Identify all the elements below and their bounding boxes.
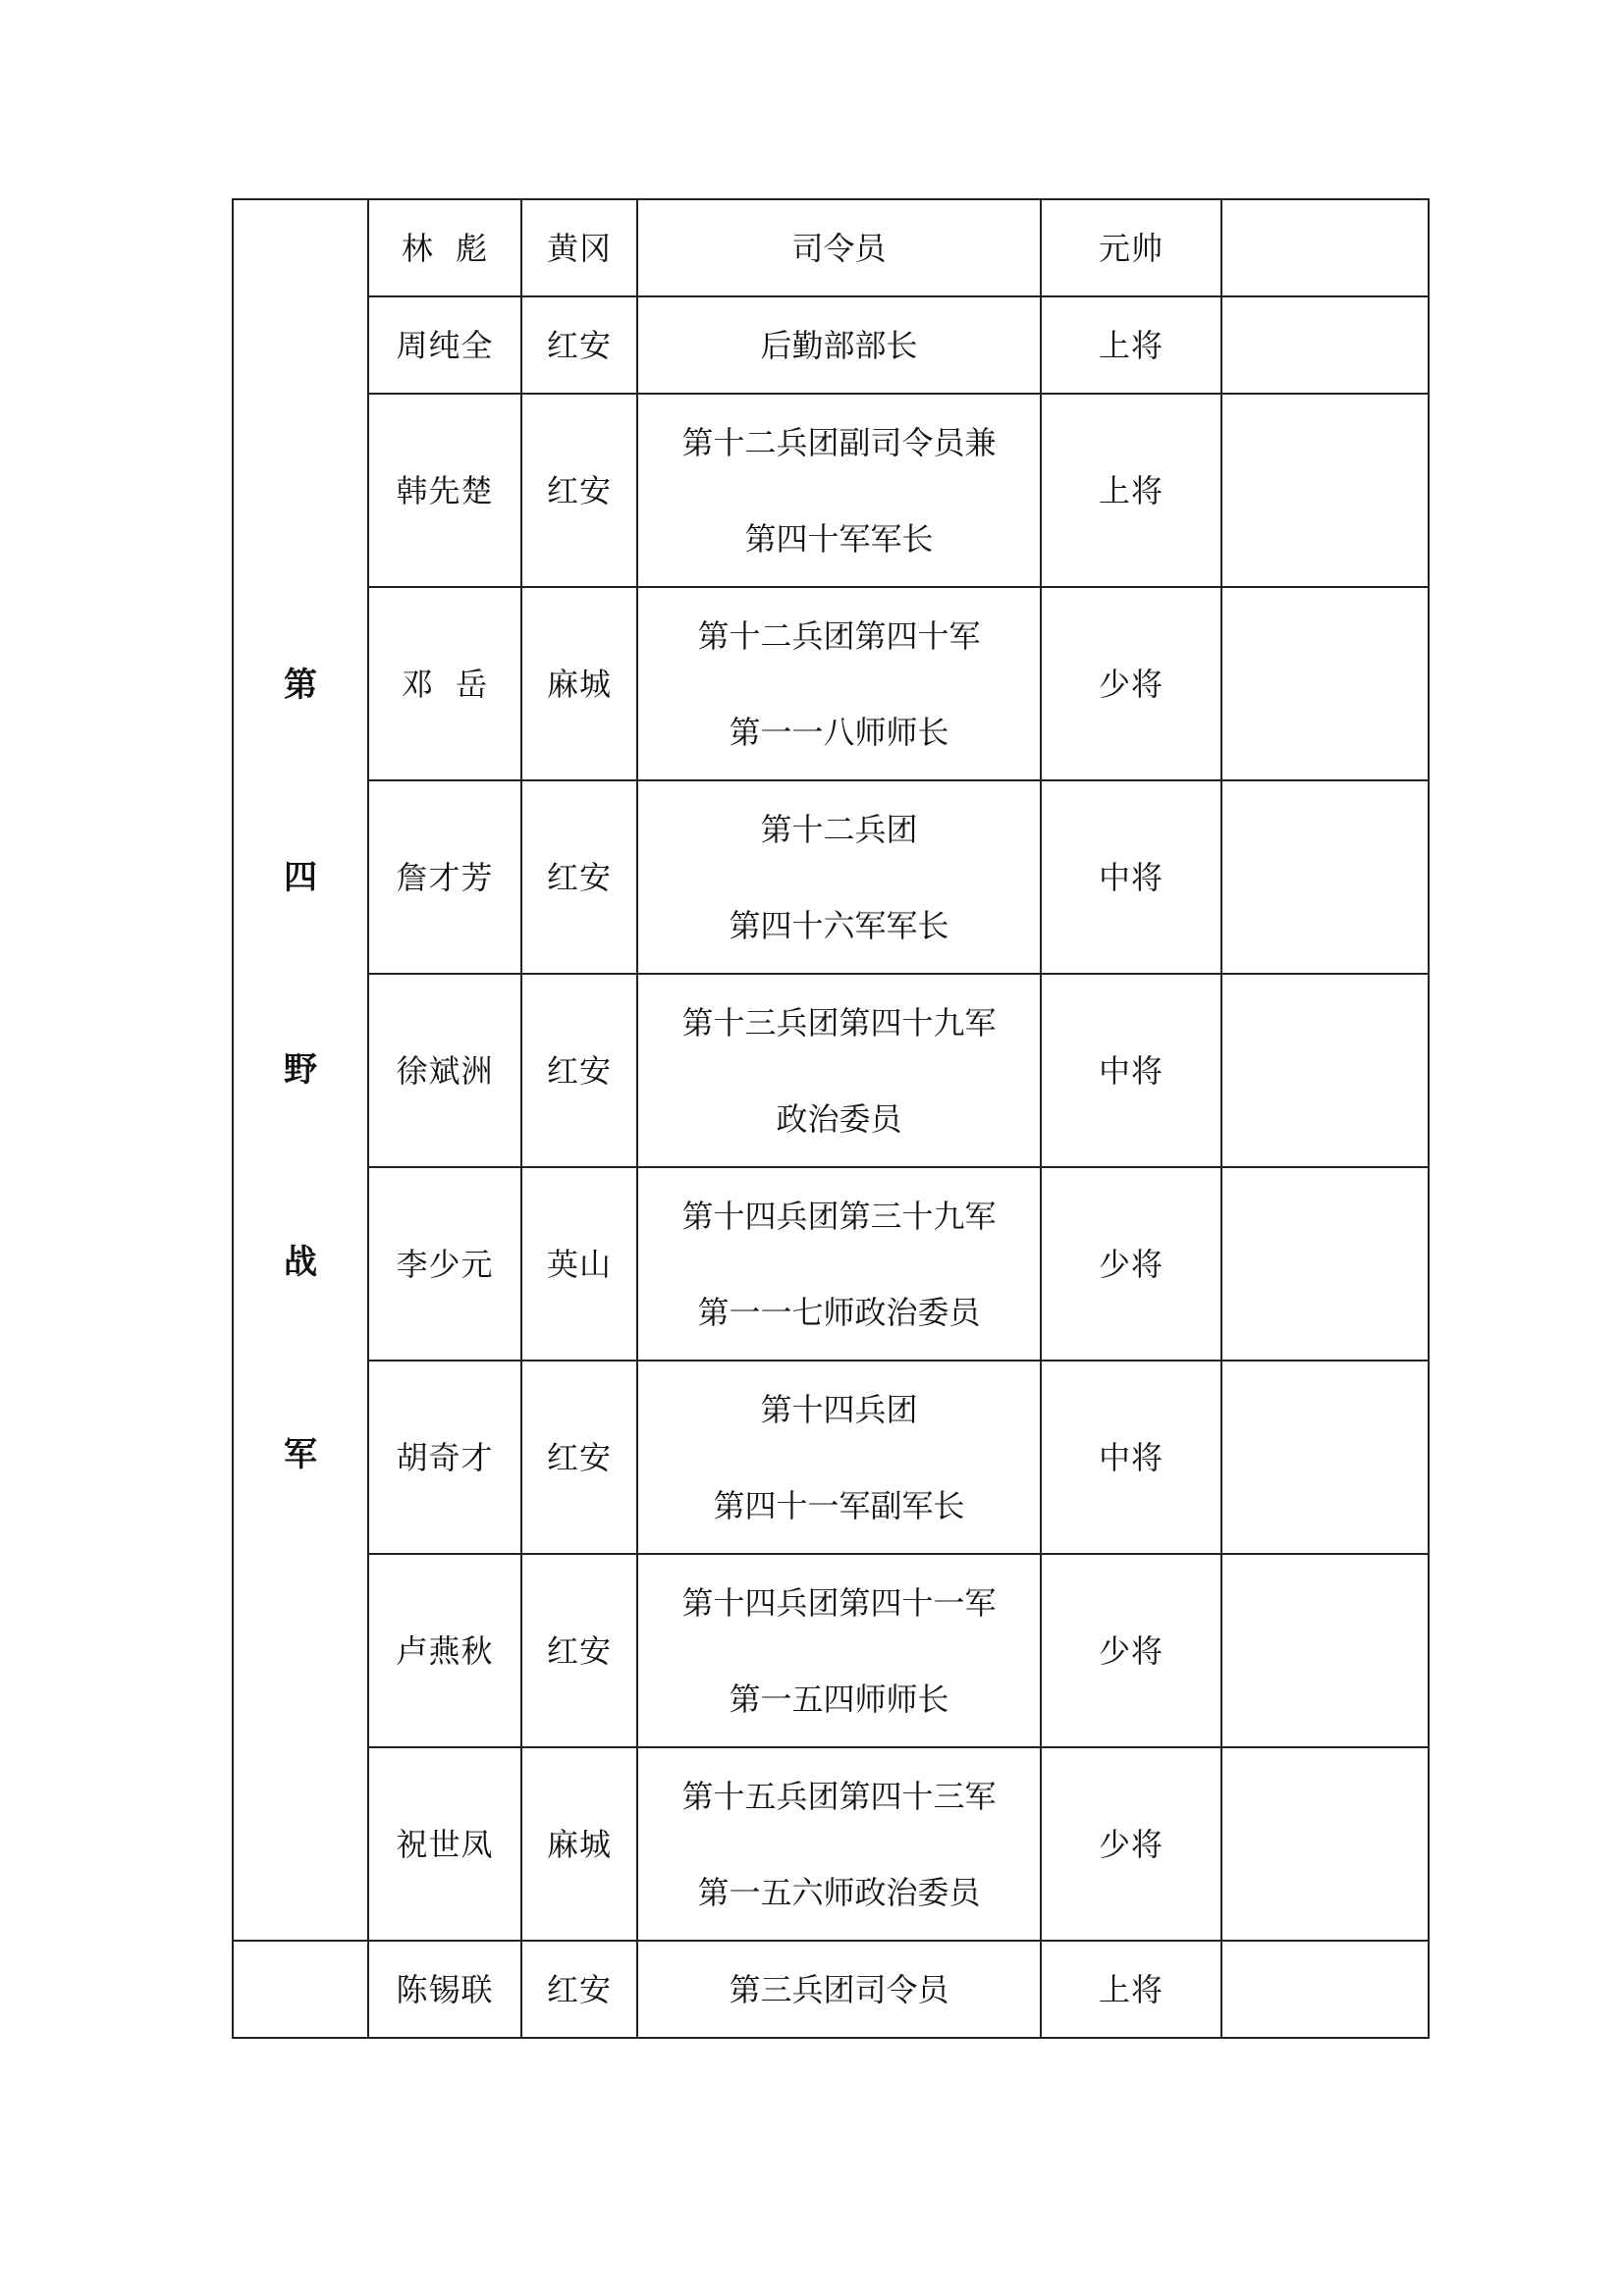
post-line: 第十三兵团第四十九军 — [681, 1003, 997, 1041]
note-cell — [1221, 1167, 1429, 1361]
birthplace-cell: 红安 — [521, 974, 637, 1167]
post-cell — [637, 1361, 1041, 1554]
note-cell — [1221, 199, 1429, 296]
rank-cell: 上将 — [1041, 1941, 1221, 2038]
post-cell — [637, 587, 1041, 780]
post-line: 第一一八师师长 — [729, 713, 949, 751]
rank-cell: 中将 — [1041, 974, 1221, 1167]
post-line: 第一一七师政治委员 — [697, 1293, 981, 1331]
post-line: 司令员 — [791, 229, 887, 267]
note-cell — [1221, 1554, 1429, 1747]
note-cell — [1221, 974, 1429, 1167]
table-row — [233, 780, 1429, 974]
name-cell: 李少元 — [368, 1167, 521, 1361]
rank-cell: 少将 — [1041, 1167, 1221, 1361]
name-cell: 陈锡联 — [368, 1941, 521, 2038]
birthplace-cell: 红安 — [521, 1941, 637, 2038]
post-cell — [637, 296, 1041, 394]
post-cell — [637, 199, 1041, 296]
birthplace-cell: 红安 — [521, 296, 637, 394]
army-group-cell — [233, 199, 368, 1941]
table-row — [233, 1554, 1429, 1747]
table-row — [233, 394, 1429, 587]
post-cell — [637, 1167, 1041, 1361]
name-cell: 林 彪 — [368, 199, 521, 296]
roster-table — [232, 198, 1430, 2039]
note-cell — [1221, 1747, 1429, 1941]
table-row — [233, 199, 1429, 296]
rank-cell: 少将 — [1041, 1747, 1221, 1941]
name-cell: 詹才芳 — [368, 780, 521, 974]
note-cell — [1221, 587, 1429, 780]
post-line: 第十四兵团第四十一军 — [681, 1583, 997, 1622]
rank-cell: 上将 — [1041, 394, 1221, 587]
table-row — [233, 1747, 1429, 1941]
post-line: 第十四兵团第三十九军 — [681, 1197, 997, 1235]
post-line: 第十五兵团第四十三军 — [681, 1777, 997, 1815]
name-cell: 周纯全 — [368, 296, 521, 394]
army-group-char: 战 — [284, 1243, 317, 1282]
note-cell — [1221, 780, 1429, 974]
post-line: 第一五四师师长 — [729, 1680, 949, 1718]
table-row — [233, 1941, 1429, 2038]
rank-cell: 少将 — [1041, 1554, 1221, 1747]
post-line: 第一五六师政治委员 — [697, 1873, 981, 1911]
birthplace-cell: 红安 — [521, 394, 637, 587]
rank-cell: 上将 — [1041, 296, 1221, 394]
army-group-char: 军 — [284, 1435, 317, 1474]
name-cell: 韩先楚 — [368, 394, 521, 587]
rank-cell: 少将 — [1041, 587, 1221, 780]
post-line: 第十四兵团 — [760, 1390, 918, 1428]
birthplace-cell: 麻城 — [521, 587, 637, 780]
army-group-char: 第 — [284, 666, 317, 705]
table-row — [233, 1167, 1429, 1361]
table-row — [233, 1361, 1429, 1554]
birthplace-cell: 英山 — [521, 1167, 637, 1361]
birthplace-cell: 红安 — [521, 1554, 637, 1747]
birthplace-cell: 麻城 — [521, 1747, 637, 1941]
post-cell — [637, 1747, 1041, 1941]
post-line: 第三兵团司令员 — [729, 1970, 949, 2008]
post-cell — [637, 974, 1041, 1167]
army-group-cell — [233, 1941, 368, 2038]
rank-cell: 中将 — [1041, 1361, 1221, 1554]
post-line: 后勤部部长 — [760, 326, 918, 364]
post-line: 第四十一军副军长 — [713, 1486, 965, 1524]
post-cell — [637, 394, 1041, 587]
note-cell — [1221, 1941, 1429, 2038]
rank-cell: 中将 — [1041, 780, 1221, 974]
post-cell — [637, 780, 1041, 974]
note-cell — [1221, 1361, 1429, 1554]
post-line: 第四十军军长 — [744, 519, 934, 558]
post-cell — [637, 1941, 1041, 2038]
post-line: 第十二兵团 — [760, 810, 918, 848]
post-line: 政治委员 — [776, 1099, 902, 1138]
post-cell — [637, 1554, 1041, 1747]
table-row — [233, 974, 1429, 1167]
table-row — [233, 296, 1429, 394]
rank-cell: 元帅 — [1041, 199, 1221, 296]
post-line: 第十二兵团第四十军 — [697, 616, 981, 655]
name-cell: 徐斌洲 — [368, 974, 521, 1167]
name-cell: 卢燕秋 — [368, 1554, 521, 1747]
birthplace-cell: 红安 — [521, 1361, 637, 1554]
post-line: 第四十六军军长 — [729, 906, 949, 944]
birthplace-cell: 红安 — [521, 780, 637, 974]
birthplace-cell: 黄冈 — [521, 199, 637, 296]
note-cell — [1221, 296, 1429, 394]
name-cell: 胡奇才 — [368, 1361, 521, 1554]
table-row — [233, 587, 1429, 780]
army-group-char: 野 — [284, 1050, 317, 1090]
note-cell — [1221, 394, 1429, 587]
name-cell: 邓 岳 — [368, 587, 521, 780]
post-line: 第十二兵团副司令员兼 — [681, 423, 997, 461]
name-cell: 祝世凤 — [368, 1747, 521, 1941]
army-group-char: 四 — [284, 858, 317, 897]
